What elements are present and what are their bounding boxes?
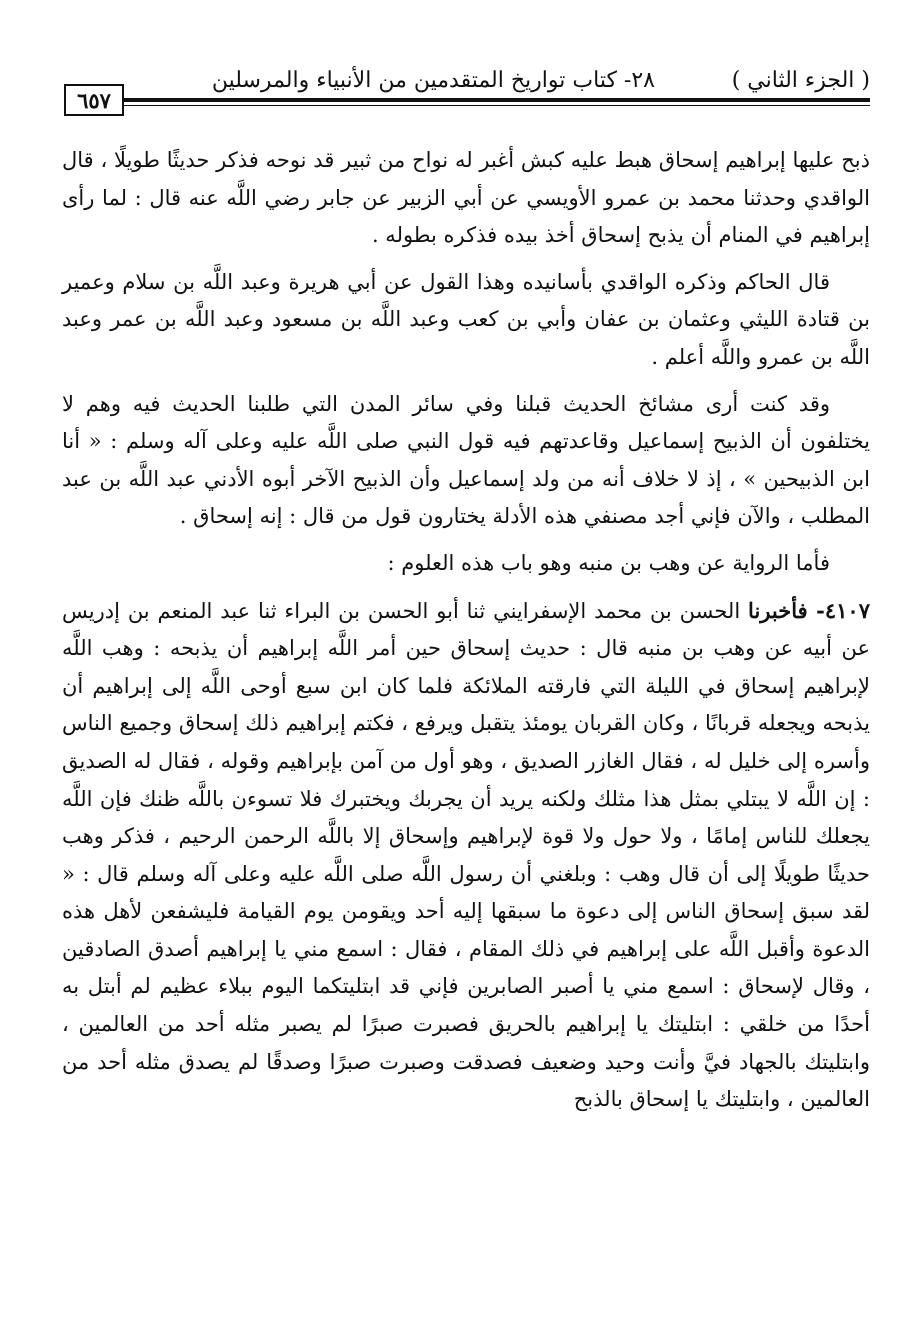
hadith-number: ٤١٠٧	[824, 597, 870, 623]
volume-label: ( الجزء الثاني )	[731, 68, 870, 93]
header-rule-thick	[124, 98, 870, 102]
book-title: ٢٨- كتاب تواريخ المتقدمين من الأنبياء والمرسلين	[211, 68, 655, 93]
hadith-lead-text: فأخبرنا	[748, 597, 808, 623]
hadith-lead-word: - فأخبرنا	[748, 597, 825, 623]
paragraph: فأما الرواية عن وهب بن منبه وهو باب هذه العلوم :	[387, 550, 830, 575]
page-number-box	[64, 84, 124, 116]
page-number: ٦٥٧	[77, 87, 111, 113]
body-text	[62, 142, 870, 1128]
page-header	[62, 64, 870, 120]
header-rule-thin	[124, 105, 870, 106]
hadith-paragraph	[62, 592, 870, 1119]
paragraph: ذبح عليها إبراهيم إسحاق هبط عليه كبش أغبر له نواح من ثبير قد نوحه فذكر حديثًا طويلًا ، قال الواقدي وحدثنا محمد بن عمرو الأويسي عن أبي الزبير عن جابر رضي اللَّه عنه قال : لما رأى إبراهيم في المنام أن يذبح إسحاق أخذ بيده فذكره بطوله .	[62, 148, 870, 248]
hadith-text: الحسن بن محمد الإسفرايني ثنا أبو الحسن بن البراء ثنا عبد المنعم بن إدريس عن أبيه عن وهب بن منبه قال : حديث إسحاق حين أمر اللَّه إبراهيم أن يذبحه : وهب اللَّه لإبراهيم إسحاق في الليلة التي فارقته الملائكة فلما كان ابن سبع أوحى اللَّه إلى إبراهيم أن يذبحه ويجعله قربانًا ، وكان القربان يومئذ يتقبل ويرفع ، فكتم إبراهيم ذلك إسحاق وجميع الناس وأسره إلى خليل له ، فقال الغازر الصديق ، وهو أول من آمن بإبراهيم وقوله ، فقال له الصديق : إن اللَّه لا يبتلي بمثل هذا مثلك ولكنه يريد أن يجربك ويختبرك فلا تسوءن باللَّه ظنك فإن اللَّه يجعلك للناس إمامًا ، ولا حول ولا قوة لإبراهيم وإسحاق إلا باللَّه الرحمن الرحيم ، فذكر وهب حديثًا طويلًا إلى أن قال وهب : وبلغني أن رسول اللَّه صلى اللَّه عليه وعلى آله وسلم قال : « لقد سبق إسحاق الناس إلى دعوة ما سبقها إليه أحد ويقومن يوم القيامة فليشفعن لأهل هذه الدعوة وأقبل اللَّه على إبراهيم في ذلك المقام ، فقال : اسمع مني يا إبراهيم أصدق الصادقين ، وقال لإسحاق : اسمع مني يا أصبر الصابرين فإني قد ابتليتكما اليوم ببلاء عظيم لم أبتل به أحدًا من خلقي : ابتليتك يا إبراهيم بالحريق فصبرت صبرًا لم يصبر مثله أحد من العالمين ، وابتليتك بالجهاد فيَّ وأنت وحيد وضعيف فصدقت وصبرت صبرًا وصدقًا لم يصدق مثله أحد من العالمين ، وابتليتك يا إسحاق بالذبح	[62, 598, 870, 1112]
paragraph: وقد كنت أرى مشائخ الحديث قبلنا وفي سائر المدن التي طلبنا الحديث فيه وهم لا يختلفون أن الذبيح إسماعيل وقاعدتهم فيه قول النبي صلى اللَّه عليه وعلى آله وسلم : « أنا ابن الذبيحين » ، إذ لا خلاف أنه من ولد إسماعيل وأن الذبيح الآخر أبوه الأدني عبد اللَّه بن عبد المطلب ، والآن فإني أجد مصنفي هذه الأدلة يختارون قول من قال : إنه إسحاق .	[62, 391, 870, 529]
paragraph: قال الحاكم وذكره الواقدي بأسانيده وهذا القول عن أبي هريرة وعبد اللَّه بن سلام وعمير بن قتادة الليثي وعثمان بن عفان وأبي بن كعب وعبد اللَّه بن مسعود وعبد اللَّه بن عمر وعبد اللَّه بن عمرو واللَّه أعلم .	[62, 269, 870, 369]
